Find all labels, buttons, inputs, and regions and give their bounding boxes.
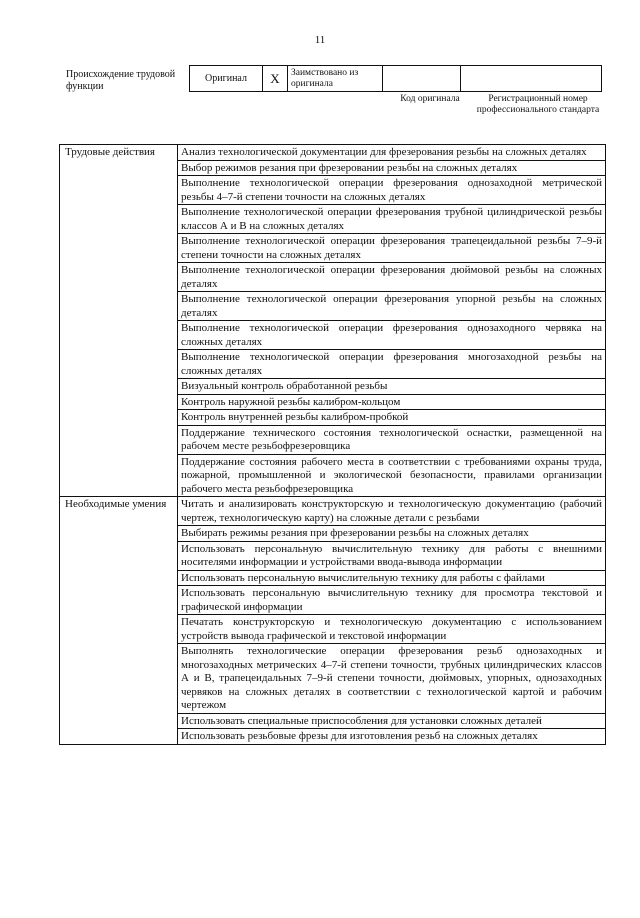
function-table	[59, 144, 606, 745]
reg-number-label: Регистрационный номер профессионального стандарта	[476, 94, 600, 115]
code-label: Код оригинала	[400, 94, 460, 104]
list-item: Выполнение технологической операции фрезерования трапецеидальной резьбы 7–9-й степени точности на сложных деталях	[178, 234, 606, 263]
list-item: Выполнение технологической операции фрезерования трубной цилиндрической резьбы классов А и В на сложных деталях	[178, 205, 606, 234]
list-item: Выполнение технологической операции фрезерования однозаходной метрической резьбы 4–7-й степени точности на сложных деталях	[178, 176, 606, 205]
list-item: Использовать специальные приспособления для установки сложных деталей	[178, 713, 606, 729]
code-cell	[383, 66, 461, 92]
list-item: Визуальный контроль обработанной резьбы	[178, 379, 606, 395]
list-item: Использовать резьбовые фрезы для изготовления резьб на сложных деталях	[178, 729, 606, 745]
list-item: Контроль наружной резьбы калибром-кольцом	[178, 394, 606, 410]
table-row	[60, 145, 606, 161]
section-label: Трудовые действия	[60, 145, 178, 497]
list-item: Поддержание технического состояния технологической оснастки, размещенной на рабочем месте резьбофрезеровщика	[178, 425, 606, 454]
reg-number-cell	[461, 66, 602, 92]
list-item: Печатать конструкторскую и технологическую документацию с использованием устройств вывода графической и текстовой информации	[178, 615, 606, 644]
list-item: Выполнение технологической операции фрезерования однозаходного червяка на сложных деталях	[178, 321, 606, 350]
borrowed-cell: Заимствовано из оригинала	[288, 66, 383, 92]
list-item: Выбор режимов резания при фрезеровании резьбы на сложных деталях	[178, 160, 606, 176]
list-item: Выполнение технологической операции фрезерования упорной резьбы на сложных деталях	[178, 292, 606, 321]
list-item: Использовать персональную вычислительную технику для работы с файлами	[178, 570, 606, 586]
list-item: Анализ технологической документации для фрезерования резьбы на сложных деталях	[178, 145, 606, 161]
list-item: Контроль внутренней резьбы калибром-пробкой	[178, 410, 606, 426]
page-number: 11	[314, 34, 326, 46]
list-item: Выбирать режимы резания при фрезеровании резьбы на сложных деталях	[178, 526, 606, 542]
origin-table	[189, 65, 602, 92]
list-item: Выполнять технологические операции фрезерования резьб однозаходных и многозаходных метрических 4–7-й степени точности, трубных цилиндрических классов А и В, трапецеидальных 7–9-й степени точности, дюймовых, упорных, однозаходных червяков на сложных деталях в соответствии с технологической картой и рабочим чертежом	[178, 644, 606, 714]
list-item: Поддержание состояния рабочего места в соответствии с требованиями охраны труда, пожарной, промышленной и экологической безопасности, правилами организации рабочего места резьбофрезеровщика	[178, 454, 606, 497]
original-cell: Оригинал	[190, 66, 263, 92]
list-item: Читать и анализировать конструкторскую и технологическую документацию (рабочий чертеж, технологическую карту) на сложные детали с резьбами	[178, 497, 606, 526]
original-mark: X	[263, 66, 288, 92]
section-label: Необходимые умения	[60, 497, 178, 745]
list-item: Использовать персональную вычислительную технику для работы с внешними носителями информации и устройствами ввода-вывода информации	[178, 541, 606, 570]
list-item: Выполнение технологической операции фрезерования многозаходной резьбы на сложных деталях	[178, 350, 606, 379]
list-item: Использовать персональную вычислительную технику для просмотра текстовой и графической информации	[178, 586, 606, 615]
list-item: Выполнение технологической операции фрезерования дюймовой резьбы на сложных деталях	[178, 263, 606, 292]
origin-label: Происхождение трудовой функции	[66, 69, 176, 92]
table-row	[60, 497, 606, 526]
